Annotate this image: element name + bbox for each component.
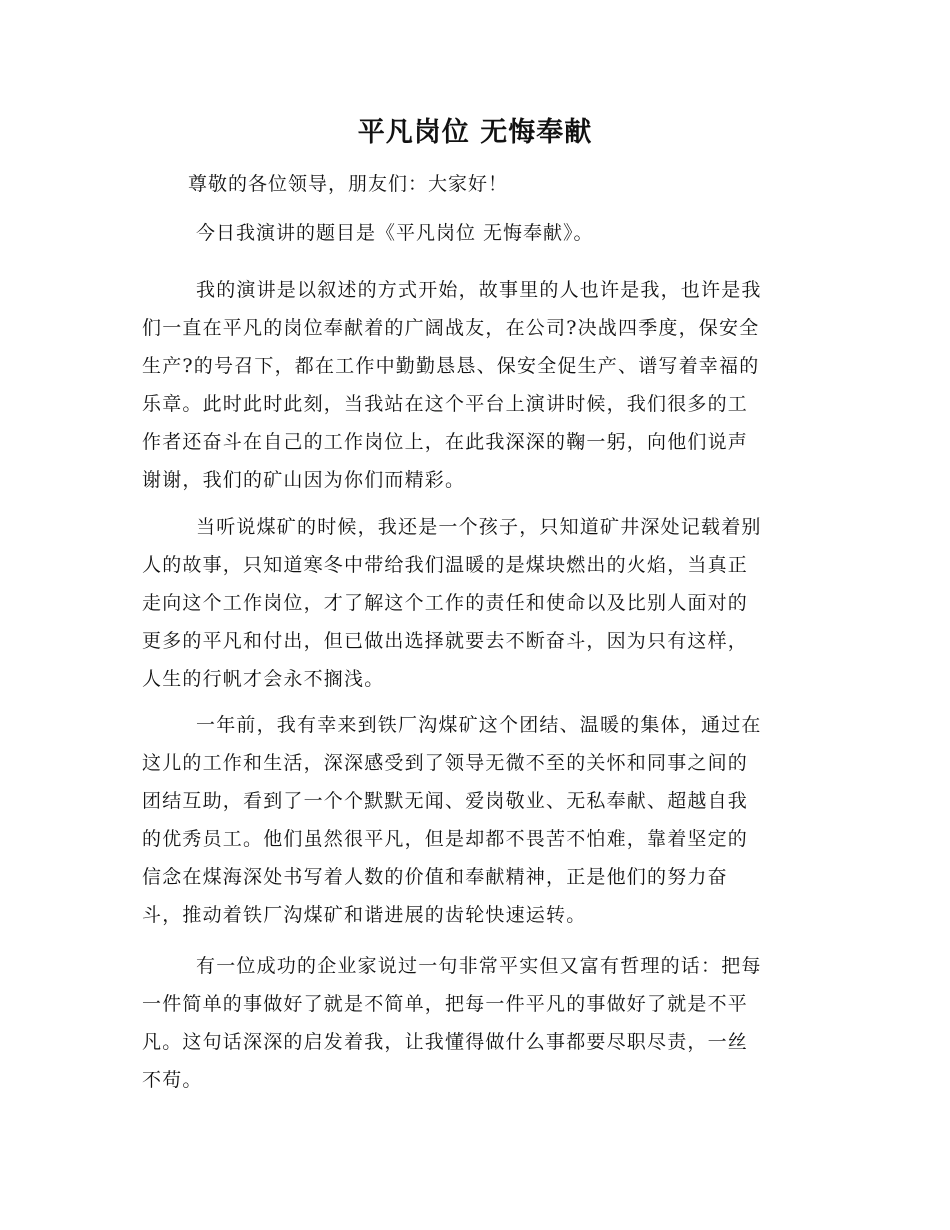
paragraph-1 xyxy=(142,271,812,499)
paragraph-line: 当听说煤矿的时候，我还是一个孩子，只知道矿井深处记载着别 xyxy=(196,516,762,538)
paragraph-line: 不苟。 xyxy=(142,1069,203,1091)
document-title: 平凡岗位 无悔奉献 xyxy=(357,117,593,148)
salutation: 尊敬的各位领导，朋友们：大家好！ xyxy=(188,173,509,195)
paragraph-line: 更多的平凡和付出，但已做出选择就要去不断奋斗，因为只有这样， xyxy=(142,630,749,652)
paragraph-line: 生产?的号召下，都在工作中勤勤恳恳、保安全促生产、谱写着幸福的 xyxy=(142,355,760,377)
paragraph-line: 人生的行帆才会永不搁浅。 xyxy=(142,668,385,690)
paragraph-line: 谢谢，我们的矿山因为你们而精彩。 xyxy=(142,469,466,491)
paragraph-line: 的优秀员工。他们虽然很平凡，但是却都不畏苦不怕难，靠着坚定的 xyxy=(142,828,749,850)
paragraph-line: 凡。这句话深深的启发着我，让我懂得做什么事都要尽职尽责，一丝 xyxy=(142,1031,749,1053)
paragraph-line: 作者还奋斗在自己的工作岗位上，在此我深深的鞠一躬，向他们说声 xyxy=(142,431,749,453)
paragraph-line: 人的故事，只知道寒冬中带给我们温暖的是煤块燃出的火焰，当真正 xyxy=(142,554,749,576)
paragraph-line: 团结互助，看到了一个个默默无闻、爱岗敬业、无私奉献、超越自我 xyxy=(142,790,749,812)
paragraph-line: 斗，推动着铁厂沟煤矿和谐进展的齿轮快速运转。 xyxy=(142,904,587,926)
paragraph-4 xyxy=(142,947,812,1099)
speech-topic: 今日我演讲的题目是《平凡岗位 无悔奉献》。 xyxy=(196,222,594,244)
paragraph-line: 走向这个工作岗位，才了解这个工作的责任和使命以及比别人面对的 xyxy=(142,592,749,614)
paragraph-3 xyxy=(142,706,812,934)
paragraph-line: 们一直在平凡的岗位奉献着的广阔战友，在公司?决战四季度，保安全 xyxy=(142,317,760,339)
paragraph-line: 这儿的工作和生活，深深感受到了领导无微不至的关怀和同事之间的 xyxy=(142,752,749,774)
paragraph-line: 一件简单的事做好了就是不简单，把每一件平凡的事做好了就是不平 xyxy=(142,993,749,1015)
paragraph-line: 有一位成功的企业家说过一句非常平实但又富有哲理的话：把每 xyxy=(196,955,762,977)
paragraph-line: 我的演讲是以叙述的方式开始，故事里的人也许是我，也许是我 xyxy=(196,279,762,301)
paragraph-2 xyxy=(142,508,812,698)
paragraph-line: 信念在煤海深处书写着人数的价值和奉献精神，正是他们的努力奋 xyxy=(142,866,728,888)
paragraph-line: 乐章。此时此时此刻，当我站在这个平台上演讲时候，我们很多的工 xyxy=(142,393,749,415)
paragraph-line: 一年前，我有幸来到铁厂沟煤矿这个团结、温暖的集体，通过在 xyxy=(196,714,762,736)
